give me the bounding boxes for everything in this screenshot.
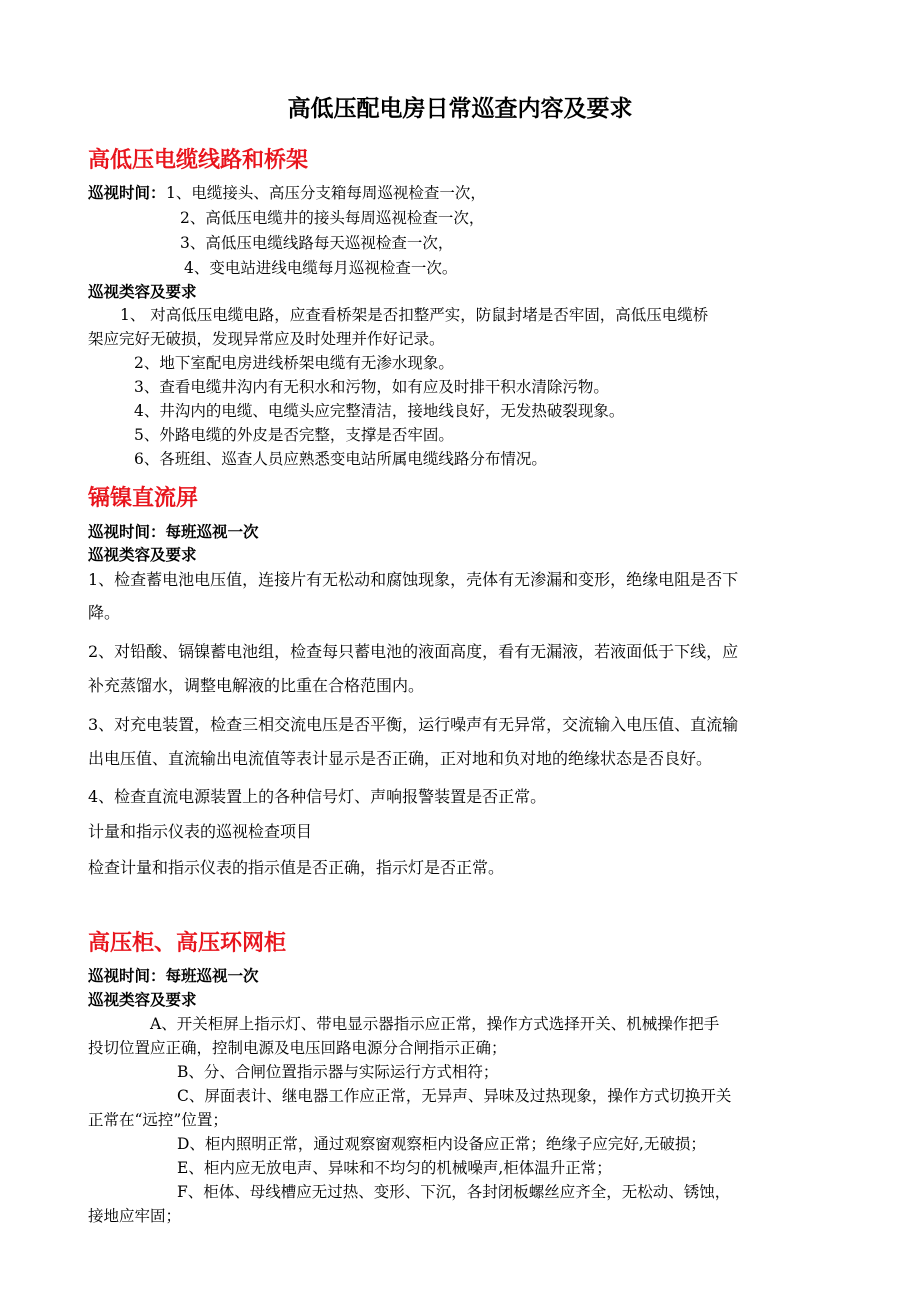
section-heading-cables: 高低压电缆线路和桥架 [88,148,309,173]
dc-para-1b: 降。 [88,603,121,622]
cable-item-5: 5、外路电缆的外皮是否完整，支撑是否牢固。 [134,426,454,444]
hv-item-b: B、分、合闸位置指示器与实际运行方式相符； [177,1063,499,1081]
dc-para-3b: 出电压值、直流输出电流值等表计显示是否正确，正对地和负对地的绝缘状态是否良好。 [88,749,713,768]
cable-item-3: 3、查看电缆井沟内有无积水和污物，如有应及时排干积水清除污物。 [134,378,609,396]
hv-item-a1: A、开关柜屏上指示灯、带电显示器指示应正常，操作方式选择开关、机械操作把手 [150,1015,720,1033]
time-item-3: 3、高低压电缆线路每天巡视检查一次， [180,234,454,252]
hv-item-a2: 投切位置应正确，控制电源及电压回路电源分合闸指示正确； [88,1039,507,1057]
hv-item-e: E、柜内应无放电声、异味和不均匀的机械噪声,柜体温升正常； [177,1159,612,1177]
cable-item-1a: 1、 对高低压电缆电路，应查看桥架是否扣整严实，防鼠封堵是否牢固，高低压电缆桥 [120,306,709,324]
dc-para-5: 计量和指示仪表的巡视检查项目 [88,822,313,841]
cable-item-1b: 架应完好无破损，发现异常应及时处理并作好记录。 [88,330,445,348]
page-title: 高低压配电房日常巡查内容及要求 [287,96,633,122]
hv-item-d: D、柜内照明正常，通过观察窗观察柜内设备应正常；绝缘子应完好,无破损； [177,1135,706,1153]
hv-inspection-time: 巡视时间：每班巡视一次 [88,966,259,985]
dc-para-2a: 2、对铅酸、镉镍蓄电池组，检查每只蓄电池的液面高度，看有无漏液，若液面低于下线，应 [88,642,739,661]
time-item-1: 1、电缆接头、高压分支箱每周巡视检查一次， [166,184,486,202]
cable-item-6: 6、各班组、巡查人员应熟悉变电站所属电缆线路分布情况。 [134,450,547,468]
dc-inspection-time: 巡视时间：每班巡视一次 [88,522,259,541]
time-item-4: 4、变电站进线电缆每月巡视检查一次。 [184,259,458,277]
hv-content-label: 巡视类容及要求 [88,990,197,1009]
dc-para-1a: 1、检查蓄电池电压值，连接片有无松动和腐蚀现象，壳体有无渗漏和变形，绝缘电阻是否下 [88,570,739,589]
hv-item-c2: 正常在“远控”位置； [88,1111,228,1129]
dc-para-6: 检查计量和指示仪表的指示值是否正确，指示灯是否正常。 [88,858,505,877]
hv-item-f1: F、柜体、母线槽应无过热、变形、下沉，各封闭板螺丝应齐全，无松动、锈蚀， [177,1183,731,1201]
dc-para-4: 4、检查直流电源装置上的各种信号灯、声响报警装置是否正常。 [88,787,547,806]
hv-item-c1: C、屏面表计、继电器工作应正常，无异声、异味及过热现象，操作方式切换开关 [177,1087,732,1105]
section-heading-hv-cabinet: 高压柜、高压环网柜 [88,931,287,956]
hv-item-f2: 接地应牢固； [88,1207,182,1225]
cable-item-4: 4、井沟内的电缆、电缆头应完整清洁，接地线良好，无发热破裂现象。 [134,402,625,420]
content-label: 巡视类容及要求 [88,282,197,301]
time-item-2: 2、高低压电缆井的接头每周巡视检查一次， [180,209,485,227]
inspection-time-label: 巡视时间： [88,183,166,202]
dc-content-label: 巡视类容及要求 [88,545,197,564]
dc-para-2b: 补充蒸馏水，调整电解液的比重在合格范围内。 [88,676,425,695]
cable-item-2: 2、地下室配电房进线桥架电缆有无渗水现象。 [134,354,454,372]
section-heading-dc-panel: 镉镍直流屏 [88,486,199,511]
dc-para-3a: 3、对充电装置，检查三相交流电压是否平衡，运行噪声有无异常，交流输入电压值、直流输 [88,715,739,734]
